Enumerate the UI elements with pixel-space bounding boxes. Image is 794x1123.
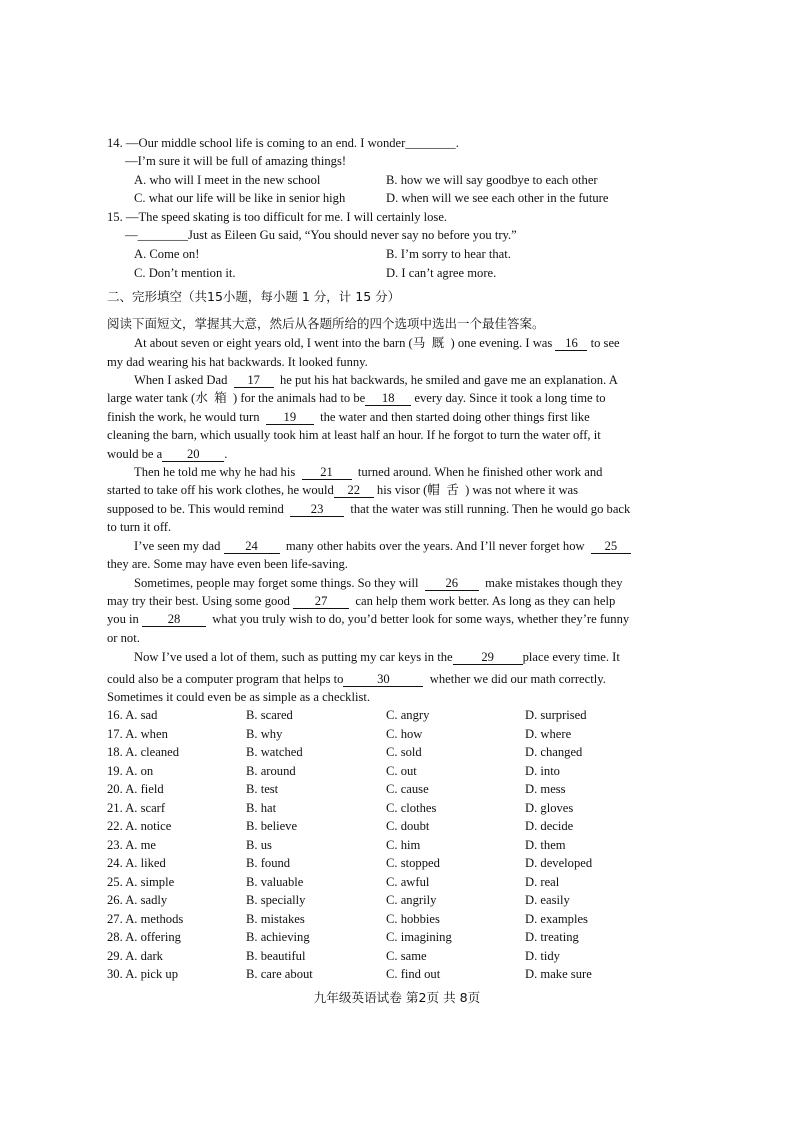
passage-line: Then he told me why he had his 21 turned around. When he finished other work and bbox=[134, 465, 603, 479]
option-number-a: 21. A. scarf bbox=[107, 800, 166, 815]
option-b: B. beautiful bbox=[246, 948, 306, 963]
option-number-a: 27. A. methods bbox=[107, 911, 184, 926]
passage-line: or not. bbox=[107, 631, 140, 645]
passage-line: may try their best. Using some good 27 can help them work better. As long as they can help bbox=[107, 594, 616, 608]
option-c: C. hobbies bbox=[386, 911, 440, 926]
option-c: C. cause bbox=[386, 782, 429, 796]
option-number-a: 24. A. liked bbox=[107, 856, 166, 870]
option-d: D. tidy bbox=[525, 948, 560, 963]
option-b: B. achieving bbox=[246, 930, 310, 944]
passage-line: When I asked Dad 17 he put his hat backwards, he smiled and gave me an explanation. A bbox=[134, 373, 618, 387]
blank-29: 29 bbox=[453, 650, 523, 665]
blank-26: 26 bbox=[425, 576, 479, 591]
blank-16: 16 bbox=[555, 336, 587, 351]
passage-line: Now I’ve used a lot of them, such as putting my car keys in the 29 place every time. It bbox=[134, 650, 620, 664]
passage-line: cleaning the barn, which usually took him at least half an hour. If he forgot to turn the water off, it bbox=[107, 428, 601, 442]
passage-line: I’ve seen my dad 24 many other habits over the years. And I’ll never forget how 25 bbox=[134, 538, 631, 554]
passage-line: Sometimes, people may forget some things. So they will 26 make mistakes though they bbox=[134, 576, 623, 590]
passage-line: you in 28 what you truly wish to do, you’d better look for some ways, whether they’re funny bbox=[107, 612, 630, 626]
blank-27: 27 bbox=[293, 594, 349, 609]
option-number-a: 26. A. sadly bbox=[107, 893, 168, 907]
blank-17: 17 bbox=[234, 373, 274, 388]
option-d: D. decide bbox=[525, 819, 574, 833]
option-c: C. how bbox=[386, 726, 423, 741]
question-15-stem: 15. —The speed skating is too difficult for me. I will certainly lose. bbox=[107, 210, 448, 224]
blank-28: 28 bbox=[142, 612, 206, 627]
option-number-a: 23. A. me bbox=[107, 837, 156, 852]
option-number-a: 17. A. when bbox=[107, 726, 168, 741]
blank-21: 21 bbox=[302, 465, 352, 480]
blank-25: 25 bbox=[591, 539, 631, 554]
option-b: B. valuable bbox=[246, 874, 304, 889]
option-d: D. examples bbox=[525, 911, 588, 926]
blank-23: 23 bbox=[290, 502, 344, 517]
option-d: D. surprised bbox=[525, 708, 587, 722]
option-d: D. changed bbox=[525, 745, 583, 759]
option-number-a: 25. A. simple bbox=[107, 874, 175, 889]
option-c: C. angrily bbox=[386, 893, 437, 907]
question-15-option-a: A. Come on! bbox=[134, 247, 200, 261]
option-c: C. imagining bbox=[386, 930, 452, 944]
option-b: B. specially bbox=[246, 893, 306, 907]
option-d: D. easily bbox=[525, 893, 570, 907]
option-d: D. into bbox=[525, 763, 560, 778]
option-c: C. awful bbox=[386, 874, 430, 889]
passage-line: to turn it off. bbox=[107, 520, 172, 534]
blank-30: 30 bbox=[343, 672, 423, 687]
option-d: D. developed bbox=[525, 856, 593, 870]
option-c: C. find out bbox=[386, 967, 441, 981]
option-c: C. doubt bbox=[386, 819, 430, 833]
option-d: D. mess bbox=[525, 782, 566, 796]
question-14-option-c: C. what our life will be like in senior high bbox=[134, 191, 346, 205]
option-number-a: 29. A. dark bbox=[107, 948, 163, 963]
option-b: B. believe bbox=[246, 819, 298, 833]
option-d: D. make sure bbox=[525, 967, 592, 981]
question-15-option-c: C. Don’t mention it. bbox=[134, 266, 236, 280]
option-number-a: 19. A. on bbox=[107, 763, 154, 778]
option-number-a: 30. A. pick up bbox=[107, 967, 179, 981]
option-b: B. hat bbox=[246, 800, 277, 815]
passage-line: they are. Some may have even been life-saving. bbox=[107, 557, 348, 571]
option-b: B. around bbox=[246, 763, 296, 778]
passage-line: started to take off his work clothes, he would 22 his visor (帽 舌 ) was not where it was bbox=[107, 483, 579, 497]
option-c: C. stopped bbox=[386, 856, 440, 870]
option-b: B. found bbox=[246, 856, 291, 870]
option-d: D. real bbox=[525, 874, 560, 889]
question-14-option-b: B. how we will say goodbye to each other bbox=[386, 173, 598, 187]
passage-line: supposed to be. This would remind 23 that the water was still running. Then he would go back bbox=[107, 502, 631, 516]
option-b: B. us bbox=[246, 837, 272, 852]
option-number-a: 18. A. cleaned bbox=[107, 745, 180, 759]
question-15-option-b: B. I’m sorry to hear that. bbox=[386, 247, 511, 261]
option-d: D. where bbox=[525, 726, 572, 741]
option-b: B. care about bbox=[246, 967, 313, 981]
passage-line: could also be a computer program that helps to 30 whether we did our math correctly. bbox=[107, 672, 606, 686]
option-c: C. clothes bbox=[386, 800, 437, 815]
blank-22: 22 bbox=[334, 483, 374, 498]
option-number-a: 22. A. notice bbox=[107, 819, 172, 833]
option-number-a: 16. A. sad bbox=[107, 708, 158, 722]
option-d: D. gloves bbox=[525, 800, 574, 815]
option-c: C. out bbox=[386, 763, 417, 778]
passage-line: my dad wearing his hat backwards. It looked funny. bbox=[107, 355, 368, 369]
blank-19: 19 bbox=[266, 410, 314, 425]
option-number-a: 20. A. field bbox=[107, 782, 164, 796]
option-number-a: 28. A. offering bbox=[107, 930, 181, 944]
option-b: B. scared bbox=[246, 708, 293, 722]
option-b: B. why bbox=[246, 726, 283, 741]
option-c: C. him bbox=[386, 837, 421, 852]
passage-line: Sometimes it could even be as simple as a checklist. bbox=[107, 690, 371, 704]
option-b: B. mistakes bbox=[246, 911, 305, 926]
passage-line: large water tank (水 箱 ) for the animals had to be 18 every day. Since it took a long time to bbox=[107, 391, 606, 405]
question-14-reply: —I’m sure it will be full of amazing things! bbox=[125, 154, 347, 168]
question-15-option-d: D. I can’t agree more. bbox=[386, 266, 497, 280]
option-c: C. same bbox=[386, 948, 427, 963]
blank-24: 24 bbox=[224, 539, 280, 554]
question-14-stem: 14. —Our middle school life is coming to an end. I wonder________. bbox=[107, 136, 459, 150]
option-b: B. watched bbox=[246, 745, 303, 759]
option-c: C. sold bbox=[386, 745, 422, 759]
passage-line: finish the work, he would turn 19 the water and then started doing other things first like bbox=[107, 410, 590, 424]
passage-line: would be a 20 . bbox=[107, 447, 228, 461]
option-d: D. them bbox=[525, 837, 566, 852]
blank-20: 20 bbox=[162, 447, 224, 462]
question-14-option-a: A. who will I meet in the new school bbox=[134, 173, 321, 187]
section-heading: 二、完形填空（共15小题，每小题 1 分，计 15 分） bbox=[107, 289, 401, 304]
question-15-reply: —________Just as Eileen Gu said, “You should never say no before you try.” bbox=[125, 228, 517, 242]
option-c: C. angry bbox=[386, 708, 430, 722]
passage-line: At about seven or eight years old, I went into the barn (马 厩 ) one evening. I was 16 to see bbox=[134, 336, 620, 350]
question-14-option-d: D. when will we see each other in the future bbox=[386, 191, 609, 205]
blank-18: 18 bbox=[365, 391, 411, 406]
option-b: B. test bbox=[246, 782, 279, 796]
section-instruction: 阅读下面短文，掌握其大意，然后从各题所给的四个选项中选出一个最佳答案。 bbox=[107, 316, 545, 331]
option-d: D. treating bbox=[525, 930, 579, 944]
page-footer: 九年级英语试卷 第2页 共 8页 bbox=[313, 990, 481, 1005]
